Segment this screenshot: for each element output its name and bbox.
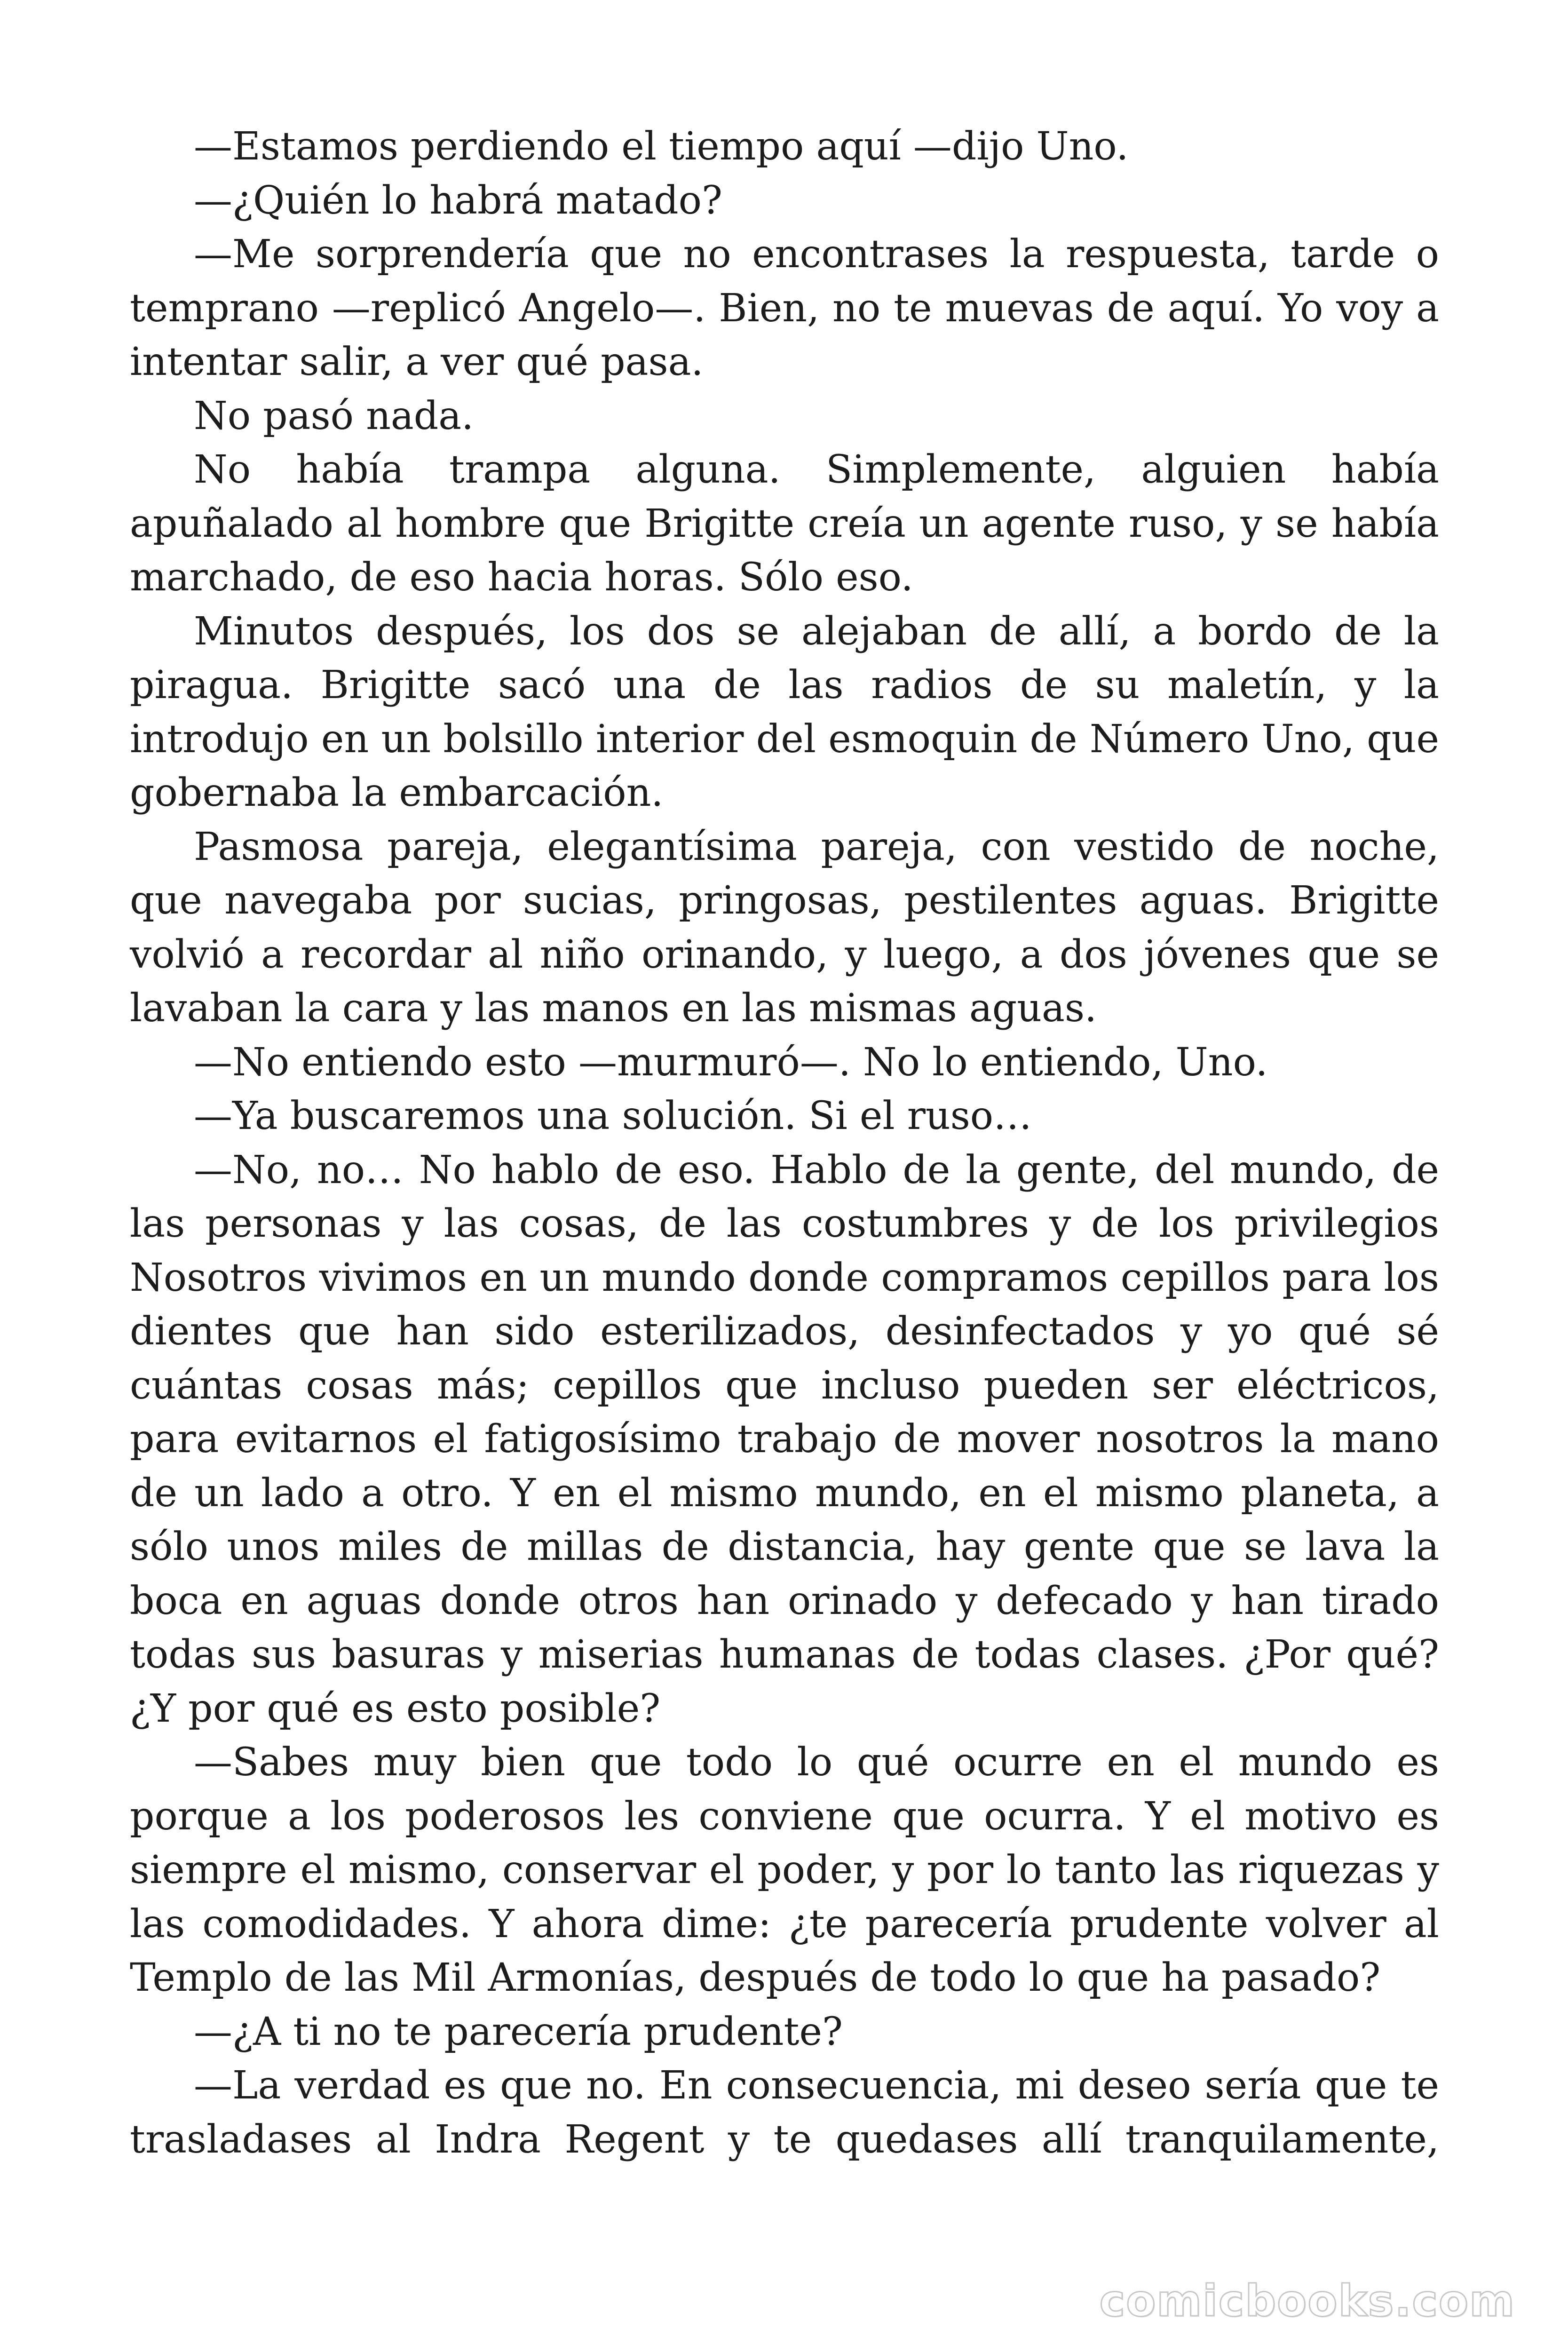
paragraph: —Ya buscaremos una solución. Si el ruso… <box>194 1094 1032 1138</box>
paragraph: Pasmosa pareja, elegantísima pareja, con vestido de noche, que navegaba por sucias, pringosas, pestilentes aguas. Brigitte volvió a recordar al niño orinando, y luego, a dos jóvenes que se lavaban la cara y las manos en las mismas aguas. <box>130 824 1439 1031</box>
paragraph: No pasó nada. <box>194 393 474 438</box>
paragraph: Minutos después, los dos se alejaban de allí, a bordo de la piragua. Brigitte sacó una de las radios de su maletín, y la introdujo en un bolsillo interior del esmoquin de Número Uno, que gobernaba la embarcación. <box>130 609 1439 815</box>
paragraph: —Estamos perdiendo el tiempo aquí —dijo Uno. <box>194 124 1129 169</box>
watermark: comicbooks.com <box>1099 2276 1515 2326</box>
paragraph: —No entiendo esto —murmuró—. No lo entiendo, Uno. <box>194 1040 1268 1085</box>
paragraph: —Me sorprendería que no encontrases la respuesta, tarde o temprano —replicó Angelo—. Bien, no te muevas de aquí. Yo voy a intentar salir, a ver qué pasa. <box>130 232 1439 384</box>
paragraph: No había trampa alguna. Simplemente, alguien había apuñalado al hombre que Brigitte creía un agente ruso, y se había marchado, de eso hacia horas. Sólo eso. <box>130 447 1439 600</box>
paragraph: —¿Quién lo habrá matado? <box>194 178 722 223</box>
paragraph: —La verdad es que no. En consecuencia, mi deseo sería que te trasladases al Indra Regent y te quedases allí tranquilamente, <box>130 2063 1439 2162</box>
paragraph: —No, no… No hablo de eso. Hablo de la gente, del mundo, de las personas y las cosas, de las costumbres y de los privilegios Nosotros vivimos en un mundo donde compramos cepillos para los dientes que han sido esterilizados, desinfectados y yo qué sé cuántas cosas más; cepillos que incluso pueden ser eléctricos, para evitarnos el fatigosísimo trabajo de mover nosotros la mano de un lado a otro. Y en el mismo mundo, en el mismo planeta, a sólo unos miles de millas de distancia, hay gente que se lava la boca en aguas donde otros han orinado y defecado y han tirado todas sus basuras y miserias humanas de todas clases. ¿Por qué? ¿Y por qué es esto posible? <box>130 1147 1439 1731</box>
book-page-text <box>130 120 1439 2167</box>
paragraph: —Sabes muy bien que todo lo qué ocurre en el mundo es porque a los poderosos les conviene que ocurra. Y el motivo es siempre el mismo, conservar el poder, y por lo tanto las riquezas y las comodidades. Y ahora dime: ¿te parecería prudente volver al Templo de las Mil Armonías, después de todo lo que ha pasado? <box>130 1740 1439 2000</box>
paragraph: —¿A ti no te parecería prudente? <box>194 2009 843 2054</box>
